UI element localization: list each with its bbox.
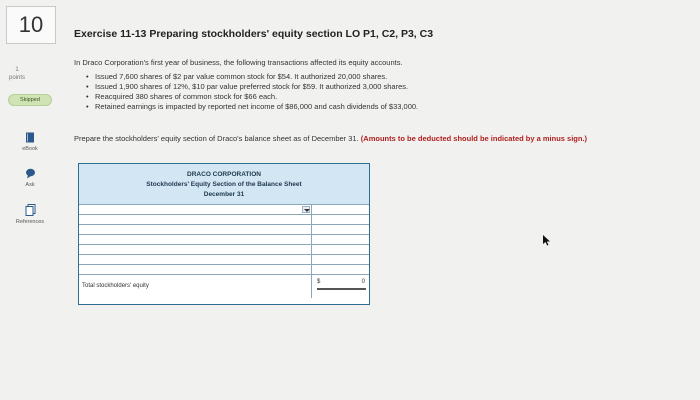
documents-icon <box>25 204 36 216</box>
total-row <box>79 274 369 298</box>
account-dropdown[interactable] <box>79 215 312 224</box>
company-name: DRACO CORPORATION <box>187 171 261 178</box>
statement-date: December 31 <box>203 191 245 198</box>
account-dropdown[interactable] <box>79 205 312 214</box>
references-label: References <box>15 219 45 225</box>
list-item: • Issued 1,900 shares of 12%, $10 par value preferred stock for $59. It authorized 3,000 shares. <box>86 82 418 92</box>
account-dropdown[interactable] <box>79 235 312 244</box>
amount-input[interactable] <box>312 255 370 264</box>
table-row <box>79 264 369 274</box>
list-item: • Issued 7,600 shares of $2 par value common stock for $54. It authorized 20,000 shares. <box>86 72 418 82</box>
transaction-list <box>86 72 418 112</box>
list-item: • Reacquired 380 shares of common stock for $66 each. <box>86 92 418 102</box>
account-dropdown[interactable] <box>79 225 312 234</box>
points-label: points <box>8 75 25 81</box>
total-label: Total stockholders' equity <box>82 283 149 289</box>
table-row <box>79 224 369 234</box>
amount-input[interactable] <box>312 265 370 274</box>
account-dropdown[interactable] <box>79 255 312 264</box>
ebook-link[interactable] <box>8 132 52 152</box>
list-item: • Retained earnings is impacted by reported net income of $86,000 and cash dividends of $33,000. <box>86 102 418 112</box>
amount-input[interactable] <box>312 225 370 234</box>
ebook-label: eBook <box>22 146 38 152</box>
table-row <box>79 204 369 214</box>
exercise-prompt <box>74 134 634 144</box>
ask-label: Ask <box>25 182 35 188</box>
double-underline <box>317 288 366 290</box>
currency-symbol: $ <box>317 279 321 285</box>
worksheet-header <box>79 164 369 204</box>
account-dropdown[interactable] <box>79 245 312 254</box>
book-icon <box>25 132 35 143</box>
chat-bubble-icon <box>25 168 36 179</box>
points-value: 1 <box>15 67 19 73</box>
table-row <box>79 234 369 244</box>
table-row <box>79 254 369 264</box>
amount-input[interactable] <box>312 235 370 244</box>
chevron-down-icon[interactable] <box>302 206 310 213</box>
status-badge: Skipped <box>8 94 52 106</box>
exercise-intro: In Draco Corporation's first year of business, the following transactions affected its equity accounts. <box>74 58 403 67</box>
amount-input[interactable] <box>312 245 370 254</box>
amount-input[interactable] <box>312 205 370 214</box>
total-value: 0 <box>361 279 365 285</box>
amount-input[interactable] <box>312 215 370 224</box>
table-row <box>79 214 369 224</box>
statement-name: Stockholders' Equity Section of the Balance Sheet <box>146 181 302 188</box>
prompt-text: Prepare the stockholders' equity section of Draco's balance sheet as of December 31. <box>74 134 359 143</box>
exercise-title: Exercise 11-13 Preparing stockholders' equity section LO P1, C2, P3, C3 <box>74 28 434 40</box>
account-dropdown[interactable] <box>79 265 312 274</box>
points-indicator <box>8 66 26 82</box>
prompt-emphasis: (Amounts to be deducted should be indicated by a minus sign.) <box>360 134 588 143</box>
ask-link[interactable] <box>8 168 52 188</box>
references-link[interactable] <box>8 204 52 225</box>
table-row <box>79 244 369 254</box>
question-number: 10 <box>6 6 56 44</box>
equity-worksheet <box>78 163 370 305</box>
mouse-cursor-icon <box>543 235 551 246</box>
